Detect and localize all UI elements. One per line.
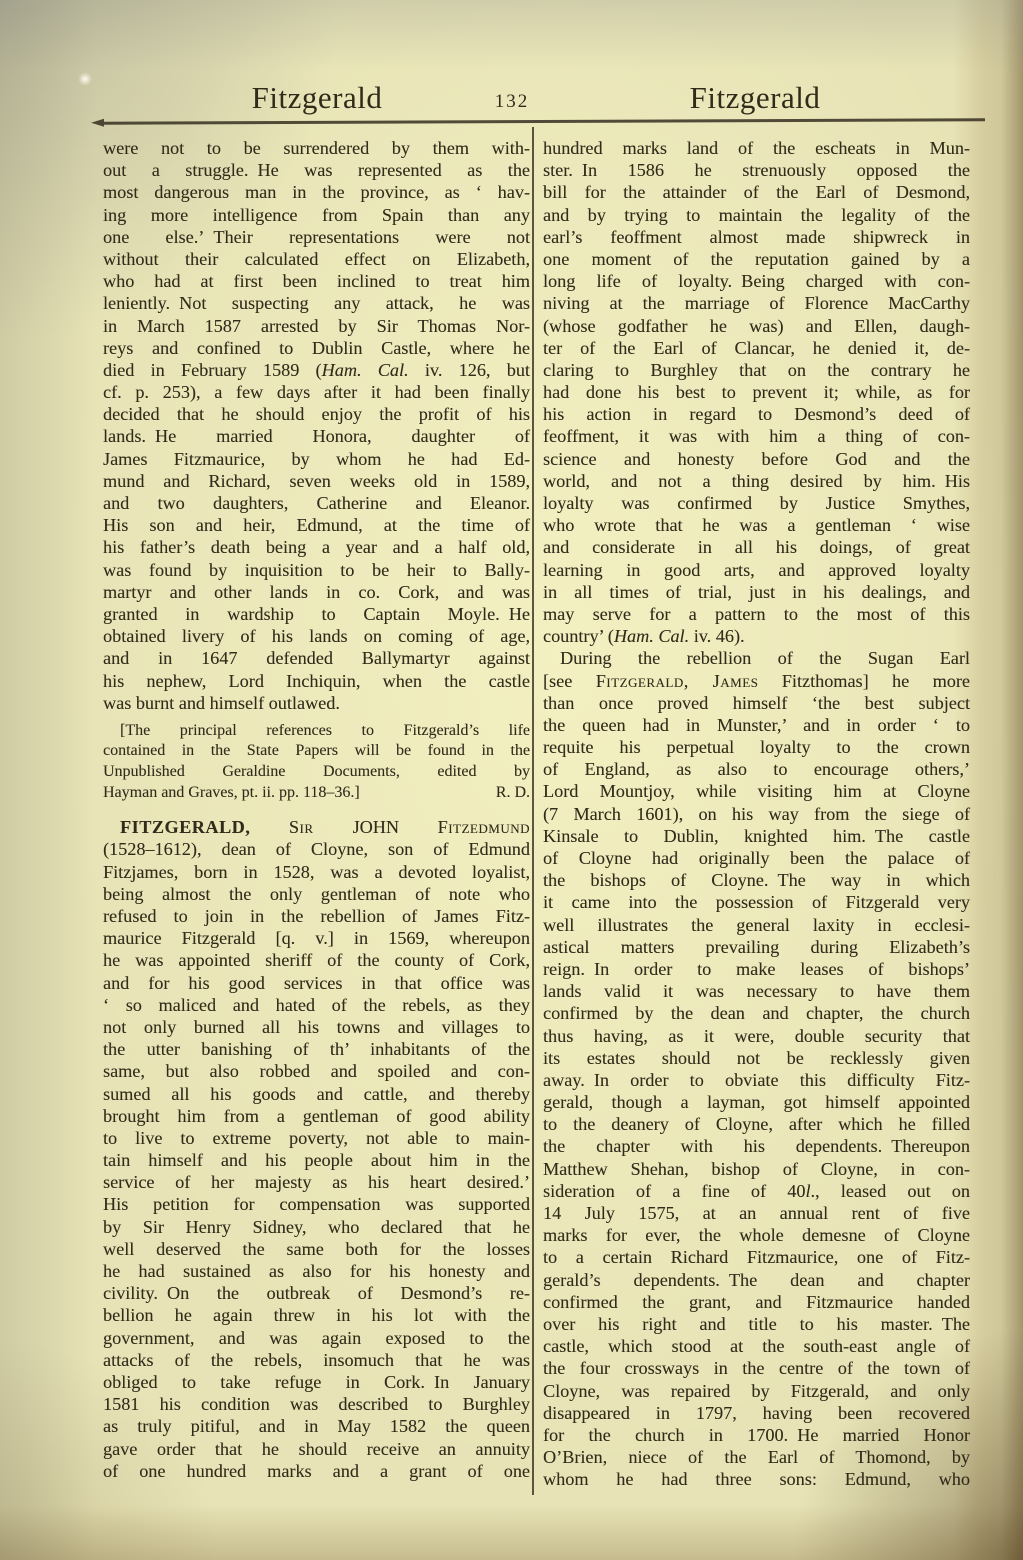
text-line: to a certain Richard Fitzmaurice, one of Fitz- — [543, 1247, 970, 1268]
text-line: same, but also robbed and spoiled and con- — [103, 1061, 530, 1082]
text-line: for the church in 1700. He married Honor — [543, 1424, 970, 1445]
text-line: government, and was again exposed to the — [103, 1327, 530, 1348]
text-line: (7 March 1601), on his way from the siege of — [543, 803, 970, 824]
reference-block — [103, 721, 530, 803]
text-line: one else.’ Their representations were not — [103, 226, 530, 247]
text-line: civility. On the outbreak of Desmond’s re- — [103, 1283, 530, 1304]
text-line: who had at first been inclined to treat him — [103, 271, 530, 292]
text-line: sumed all his goods and cattle, and thereby — [103, 1083, 530, 1104]
text-line: mund and Richard, seven weeks old in 1589, — [103, 470, 530, 491]
text-line: the utter banishing of th’ inhabitants of the — [103, 1039, 530, 1060]
header-rule — [103, 118, 985, 124]
text-line: learning in good arts, and approved loyalty — [543, 559, 970, 580]
text-line: confirmed by the dean and chapter, the church — [543, 1003, 970, 1024]
text-line: contained in the State Papers will be found in the — [103, 742, 530, 760]
page-number: 132 — [494, 91, 530, 112]
text-line: Kinsale to Dublin, knighted him. The castle — [543, 825, 970, 846]
text-line: his father’s death being a year and a half old, — [103, 537, 530, 558]
text-line: in all times of trial, just in his dealings, and — [543, 581, 970, 602]
text-line: its estates should not be recklessly given — [543, 1047, 970, 1068]
text-line: [see Fitzgerald, James Fitzthomas] he more — [543, 670, 970, 691]
text-line: and by trying to maintain the legality of the — [543, 204, 970, 225]
text-line: country’ (Ham. Cal. iv. 46). — [543, 626, 745, 647]
paper-speck — [78, 72, 92, 86]
text-line: tain himself and his people about him in the — [103, 1150, 530, 1171]
text-block — [543, 647, 970, 1490]
text-line: long life of loyalty. Being charged with con- — [543, 271, 970, 292]
text-line: marks for ever, the whole demesne of Cloyne — [543, 1225, 970, 1246]
text-line: hundred marks land of the escheats in Mun- — [543, 138, 970, 158]
text-block — [103, 816, 530, 1482]
text-line: ‘ so maliced and hated of the rebels, as they — [103, 994, 530, 1015]
text-line: who wrote that he was a gentleman ‘ wise — [543, 515, 970, 536]
text-line: Hayman and Graves, pt. ii. pp. 118–36.] R. D. — [103, 783, 530, 801]
text-line: niving at the marriage of Florence MacCarthy — [543, 293, 970, 314]
text-block — [103, 137, 530, 714]
text-line: 14 July 1575, at an annual rent of five — [543, 1203, 970, 1223]
text-line: gave order that he should receive an annuity — [103, 1438, 530, 1459]
text-line: [The principal references to Fitzgerald’s life — [120, 721, 530, 739]
text-line: castle, which stood at the south-east angle of — [543, 1336, 970, 1357]
text-line: Fitzjames, born in 1528, was a devoted loyalist, — [103, 861, 530, 882]
text-line: than once proved himself ‘the best subject — [543, 692, 970, 713]
text-line: of England, as also to encourage others,’ — [543, 759, 970, 780]
text-line: without their calculated effect on Elizabeth, — [103, 248, 530, 269]
text-line: Lord Mountjoy, while visiting him at Cloyne — [543, 781, 970, 802]
text-line: and in 1647 defended Ballymartyr against — [103, 648, 530, 669]
running-head-left: Fitzgerald — [251, 80, 383, 115]
text-line: well illustrates the general laxity in ecclesi- — [543, 914, 970, 935]
text-line: gerald’s dependents. The dean and chapter — [543, 1269, 970, 1290]
text-line: ing more intelligence from Spain than any — [103, 204, 530, 225]
text-line: his nephew, Lord Inchiquin, when the castle — [103, 670, 530, 691]
text-line: refused to join in the rebellion of James Fitz- — [103, 906, 530, 926]
text-line: bill for the attainder of the Earl of Desmond, — [543, 182, 970, 203]
text-line: as truly pitiful, and in May 1582 the queen — [103, 1416, 530, 1437]
column-divider-rule — [532, 127, 534, 1495]
text-line: lands valid it was necessary to have them — [543, 981, 970, 1002]
text-line: lands. He married Honora, daughter of — [103, 426, 530, 447]
text-line: (1528–1612), dean of Cloyne, son of Edmund — [103, 839, 530, 860]
text-line: feoffment, it was with him a thing of con- — [543, 426, 970, 447]
text-line: Cloyne, was repaired by Fitzgerald, and only — [543, 1380, 970, 1401]
text-line: to the deanery of Cloyne, after which he filled — [543, 1114, 970, 1135]
text-line: obtained livery of his lands on coming of age, — [103, 626, 530, 647]
text-line: astical matters prevailing during Elizabeth’s — [543, 936, 970, 957]
text-line: gerald, though a layman, got himself appointed — [543, 1092, 970, 1113]
text-line: requite his perpetual loyalty to the crown — [543, 737, 970, 758]
text-line: and two daughters, Catherine and Eleanor. — [103, 493, 530, 513]
text-line: leniently. Not suspecting any attack, he was — [103, 293, 530, 314]
text-line: earl’s feoffment almost made shipwreck in — [543, 226, 970, 247]
text-line: died in February 1589 (Ham. Cal. iv. 126, but — [103, 359, 530, 380]
text-line: brought him from a gentleman of good ability — [103, 1105, 530, 1126]
text-line: world, and not a thing desired by him. His — [543, 470, 970, 491]
text-line: (whose godfather he was) and Ellen, daugh- — [543, 315, 970, 336]
text-line: service of her majesty as his heart desired.’ — [103, 1172, 530, 1193]
column-right — [543, 137, 970, 1490]
text-line: During the rebellion of the Sugan Earl — [560, 648, 970, 669]
text-line: reign. In order to make leases of bishops’ — [543, 958, 970, 979]
text-line: maurice Fitzgerald [q. v.] in 1569, whereupon — [103, 928, 530, 949]
text-line: decided that he should enjoy the profit of his — [103, 404, 530, 425]
text-line: of Cloyne had originally been the palace of — [543, 848, 970, 868]
text-line: ster. In 1586 he strenuously opposed the — [543, 160, 970, 181]
text-line: sideration of a fine of 40l., leased out on — [543, 1180, 970, 1201]
text-line: he had sustained as also for his honesty and — [103, 1261, 530, 1281]
text-line: confirmed the grant, and Fitzmaurice handed — [543, 1291, 970, 1312]
text-line: His son and heir, Edmund, at the time of — [103, 515, 530, 536]
text-line: may serve for a pattern to the most of this — [543, 603, 970, 624]
text-line: his action in regard to Desmond’s deed of — [543, 404, 970, 425]
text-line: claring to Burghley that on the contrary he — [543, 359, 970, 380]
text-line: the chapter with his dependents. Thereupon — [543, 1136, 970, 1157]
text-line: ter of the Earl of Clancar, he denied it, de- — [543, 337, 970, 358]
text-line: whom he had three sons: Edmund, who — [543, 1469, 970, 1490]
text-line: being almost the only gentleman of note who — [103, 883, 530, 904]
text-line: Matthew Shehan, bishop of Cloyne, in con- — [543, 1158, 970, 1179]
text-line: were not to be surrendered by them with- — [103, 138, 530, 158]
text-line: O’Brien, niece of the Earl of Thomond, by — [543, 1447, 970, 1468]
column-left — [103, 137, 530, 1482]
text-line: away. In order to obviate this difficulty Fitz- — [543, 1069, 970, 1090]
text-line: thus having, as it were, double security that — [543, 1025, 970, 1046]
text-line: and for his good services in that office was — [103, 972, 530, 993]
running-head-right: Fitzgerald — [689, 80, 821, 115]
text-line: attacks of the rebels, insomuch that he was — [103, 1349, 530, 1370]
text-line: one moment of the reputation gained by a — [543, 248, 970, 269]
text-line: martyr and other lands in co. Cork, and was — [103, 581, 530, 602]
text-line: Unpublished Geraldine Documents, edited by — [103, 763, 530, 781]
text-line: most dangerous man in the province, as ‘ hav- — [103, 182, 530, 203]
text-line: bellion he again threw in his lot with the — [103, 1305, 530, 1326]
text-line: of one hundred marks and a grant of one — [103, 1460, 530, 1481]
text-line: had done his best to prevent it; while, as for — [543, 382, 970, 403]
text-line: over his right and title to his master. The — [543, 1313, 970, 1334]
text-line: not only burned all his towns and villages to — [103, 1016, 530, 1037]
text-line: was burnt and himself outlawed. — [103, 692, 340, 713]
text-line: His petition for compensation was supported — [103, 1194, 530, 1215]
text-line: loyalty was confirmed by Justice Smythes, — [543, 493, 970, 513]
text-line: cf. p. 253), a few days after it had been finally — [103, 382, 530, 403]
text-line: well deserved the same both for the losses — [103, 1238, 530, 1259]
text-line: and considerate in all his doings, of great — [543, 537, 970, 558]
text-line: it came into the possession of Fitzgerald very — [543, 892, 970, 913]
text-line: by Sir Henry Sidney, who declared that he — [103, 1216, 530, 1237]
text-line: out a struggle. He was represented as the — [103, 160, 530, 181]
text-line: reys and confined to Dublin Castle, where he — [103, 337, 530, 358]
text-line: the four crossways in the centre of the town of — [543, 1358, 970, 1379]
text-line: to live to extreme poverty, not able to main- — [103, 1127, 530, 1148]
text-line: granted in wardship to Captain Moyle. He — [103, 603, 530, 624]
text-line: in March 1587 arrested by Sir Thomas Nor- — [103, 315, 530, 336]
text-line: FITZGERALD, Sir JOHN Fitzedmund — [120, 817, 530, 838]
text-line: the queen had in Munster,’ and in order ‘ to — [543, 714, 970, 735]
text-line: James Fitzmaurice, by whom he had Ed- — [103, 448, 530, 469]
text-line: the bishops of Cloyne. The way in which — [543, 870, 970, 891]
text-line: obliged to take refuge in Cork. In January — [103, 1371, 530, 1392]
text-block — [543, 137, 970, 647]
text-line: was found by inquisition to be heir to Bally- — [103, 559, 530, 580]
text-line: he was appointed sheriff of the county of Cork, — [103, 950, 530, 971]
text-line: disappeared in 1797, having been recovered — [543, 1402, 970, 1423]
text-line: 1581 his condition was described to Burghley — [103, 1394, 530, 1415]
text-line: science and honesty before God and the — [543, 448, 970, 469]
